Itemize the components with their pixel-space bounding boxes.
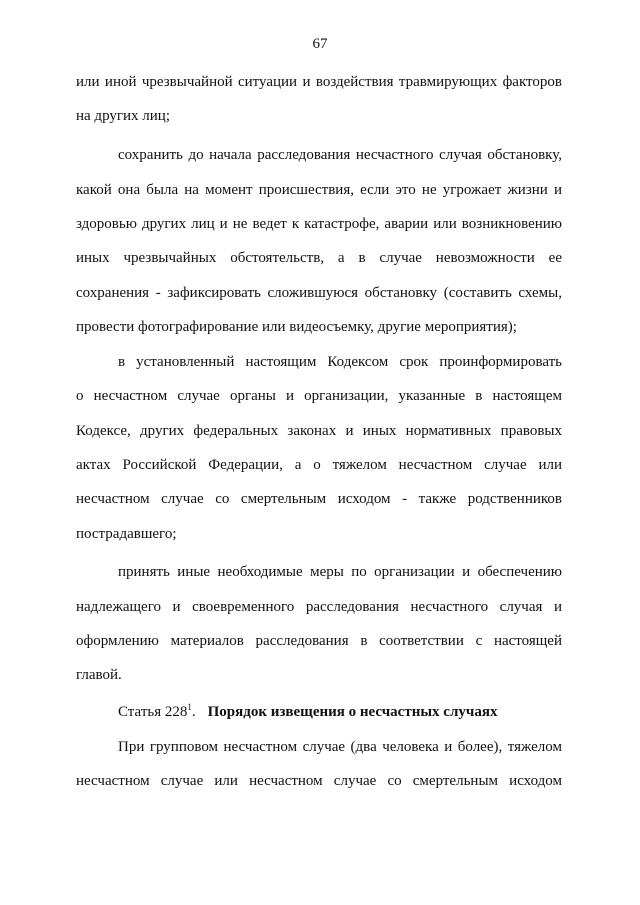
article-superscript: 1 — [187, 702, 192, 712]
paragraph-3-line-2: о несчастном случае органы и организации, указанные в настоящем — [76, 388, 562, 404]
paragraph-3-line-4: актах Российской Федерации, а о тяжелом несчастном случае или — [76, 457, 562, 473]
paragraph-4-line-3: оформлению материалов расследования в соответствии с настоящей — [76, 633, 562, 649]
article-number: Статья 228 — [118, 704, 188, 720]
paragraph-2-line-1: сохранить до начала расследования несчастного случая обстановку, — [118, 147, 562, 163]
paragraph-3-line-3: Кодексе, других федеральных законах и иных нормативных правовых — [76, 423, 562, 439]
article-number-dot: . — [191, 704, 196, 720]
paragraph-4-line-1: принять иные необходимые меры по организации и обеспечению — [118, 564, 562, 580]
article-heading — [118, 698, 497, 721]
paragraph-4-line-4: главой. — [76, 667, 122, 683]
article-title: Порядок извещения о несчастных случаях — [207, 704, 498, 720]
paragraph-3-line-5: несчастном случае со смертельным исходом - также родственников — [76, 491, 562, 507]
paragraph-1-line-1: или иной чрезвычайной ситуации и воздействия травмирующих факторов — [76, 74, 562, 90]
page-number: 67 — [312, 36, 328, 52]
final-paragraph-line-2: несчастном случае или несчастном случае со смертельным исходом — [76, 773, 562, 789]
final-paragraph-line-1: При групповом несчастном случае (два человека и более), тяжелом — [118, 739, 562, 755]
paragraph-2-line-2: какой она была на момент происшествия, если это не угрожает жизни и — [76, 182, 562, 198]
paragraph-2-line-6: провести фотографирование или видеосъемку, другие мероприятия); — [76, 319, 517, 335]
paragraph-2-line-4: иных чрезвычайных обстоятельств, а в случае невозможности ее — [76, 250, 562, 266]
paragraph-2-line-5: сохранения - зафиксировать сложившуюся обстановку (составить схемы, — [76, 285, 562, 301]
paragraph-2-line-3: здоровью других лиц и не ведет к катастрофе, аварии или возникновению — [76, 216, 562, 232]
paragraph-4-line-2: надлежащего и своевременного расследования несчастного случая и — [76, 599, 562, 615]
paragraph-1-line-2: на других лиц; — [76, 108, 171, 124]
paragraph-3-line-1: в установленный настоящим Кодексом срок проинформировать — [118, 354, 562, 370]
paragraph-3-line-6: пострадавшего; — [76, 526, 177, 542]
